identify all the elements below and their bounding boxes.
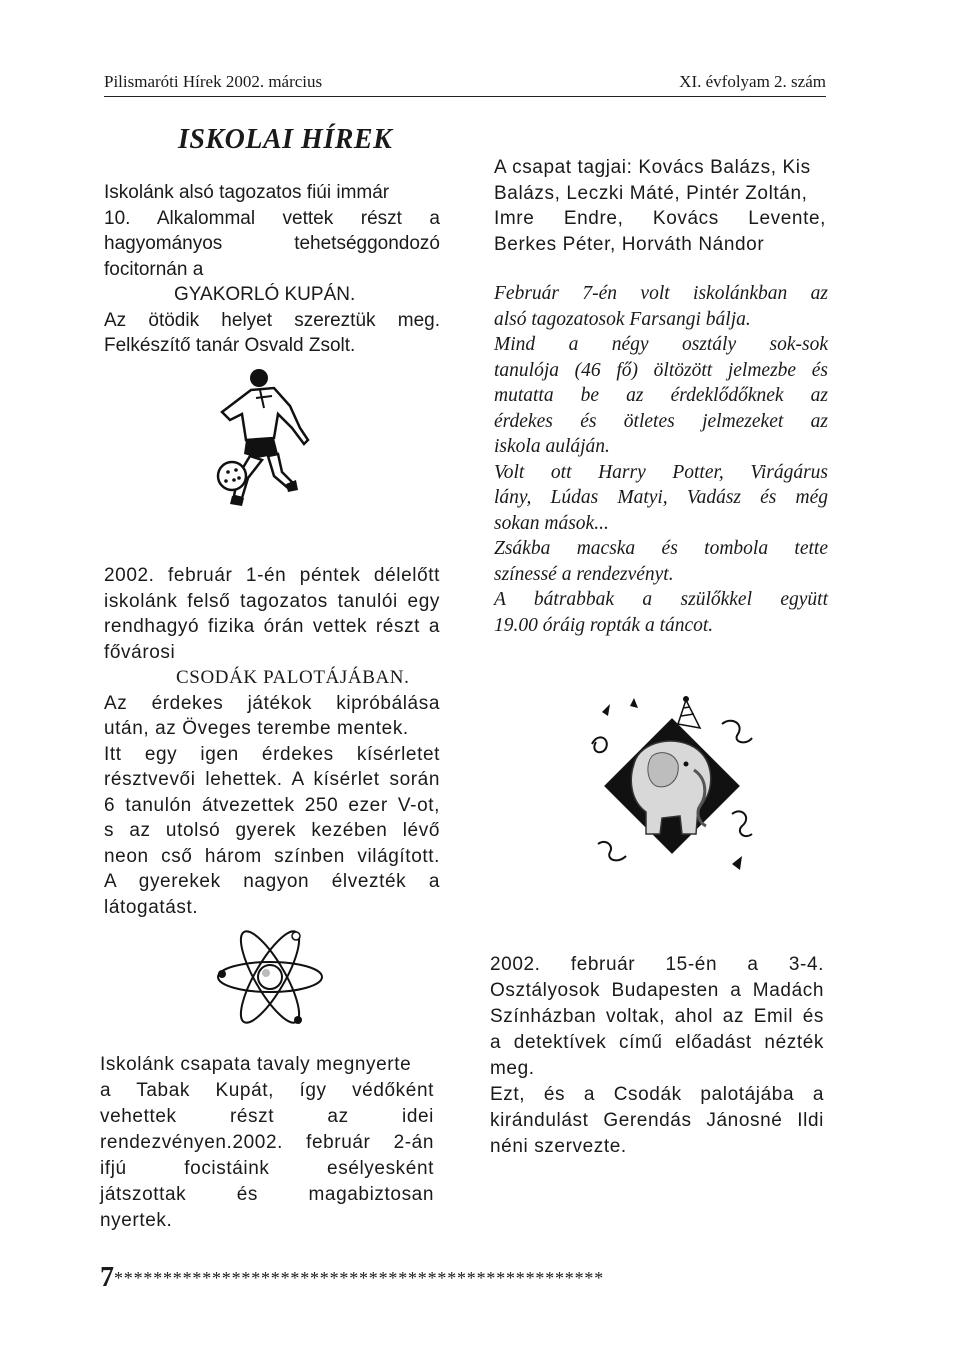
text-line: meg. [490,1058,535,1079]
text-line: Imre Endre, Kovács Levente, [494,208,826,229]
text-line: Felkészítő tanár Osvald Zsolt. [104,335,356,356]
section-title: ISKOLAI HÍREK [178,124,393,155]
text-line: sokan mások... [494,512,609,534]
page-number: 7 [100,1262,114,1293]
atom-icon [214,928,326,1026]
text-line: 2002. február 15-én a 3-4. [490,954,824,975]
text-line: CSODÁK PALOTÁJÁBAN. [176,667,410,688]
team-paragraph [494,155,826,257]
text-line: Ezt, és a Csodák palotájába a [490,1084,824,1105]
text-line: rendezvényen.2002. február 2-án [100,1132,434,1153]
text-line: Itt egy igen érdekes kísérletet [104,743,440,765]
text-line: után, az Öveges terembe mentek. [104,718,409,739]
text-line: Berkes Péter, Horváth Nándor [494,233,765,255]
text-line: Az érdekes játékok kipróbálása [104,692,440,714]
text-line: tanulója (46 fő) öltözött jelmezbe és [494,359,828,381]
text-line: neon cső három színben világított. [104,845,440,867]
text-line: focitornán a [104,258,204,280]
text-line: Iskolánk csapata tavaly megnyerte [100,1054,412,1075]
text-line: a Tabak Kupát, így védőként [100,1080,434,1101]
text-line: Iskolánk alsó tagozatos fiúi immár [104,182,390,203]
text-line: látogatást. [104,896,199,918]
text-line: alsó tagozatosok Farsangi bálja. [494,308,751,330]
text-line: Osztályosok Budapesten a Madách [490,980,824,1001]
physics-paragraph [104,563,440,920]
theatre-paragraph [490,952,824,1160]
text-line: s az utolsó gyerek kezében lévő [104,820,440,841]
cup-paragraph [104,180,440,359]
text-line: A gyerekek nagyon élvezték a [104,871,440,892]
text-line: néni szervezte. [490,1136,627,1157]
text-line: rendhagyó fizika órán vettek részt a [104,616,440,637]
text-line: 19.00 óráig ropták a táncot. [494,614,714,636]
carnival-paragraph [494,281,828,638]
text-line: GYAKORLÓ KUPÁN. [174,284,356,305]
text-line: Volt ott Harry Potter, Virágárus [494,461,828,483]
footer-stars: ************************************************** [114,1268,604,1288]
text-line: Február 7-én volt iskolánkban az [494,283,828,304]
tabak-paragraph [100,1052,434,1234]
text-line: nyertek. [100,1210,173,1231]
header-issue: XI. évfolyam 2. szám [679,72,826,91]
text-line: Balázs, Leczki Máté, Pintér Zoltán, [494,182,808,204]
text-line: vehettek részt az idei [100,1106,434,1127]
text-line: iskola auláján. [494,436,610,457]
text-line: érdekes és ötletes jelmezeket az [494,410,828,432]
text-line: Az ötödik helyet szereztük meg. [104,309,440,331]
header-publication: Pilismaróti Hírek 2002. március [104,72,323,91]
text-line: kirándulást Gerendás Jánosné Ildi [490,1110,824,1131]
text-line: A csapat tagjai: Kovács Balázs, Kis [494,157,811,178]
page-header [104,70,826,97]
text-line: 10. Alkalommal vettek részt a [104,207,440,229]
text-line: lány, Lúdas Matyi, Vadász és még [494,487,828,508]
text-line: fővárosi [104,641,176,663]
text-line: mutatta be az érdeklődőknek az [494,385,828,406]
text-line: Zsákba macska és tombola tette [494,538,828,559]
text-line: Színházban voltak, ahol az Emil és [490,1006,824,1027]
text-line: 6 tanulón átvezettek 250 ezer V-ot, [104,794,440,816]
text-line: ifjú focistáink esélyesként [100,1158,434,1179]
text-line: 2002. február 1-én péntek délelőtt [104,565,440,586]
text-line: a detektívek című előadást nézték [490,1032,824,1053]
party-elephant-icon [582,694,762,880]
text-line: hagyományos tehetséggondozó [104,233,440,254]
page-footer [100,1262,820,1294]
text-line: A bátrabbak a szülőkkel együtt [494,589,828,610]
text-line: iskolánk felső tagozatos tanulói egy [104,590,440,612]
text-line: színessé a rendezvényt. [494,563,674,585]
text-line: Mind a négy osztály sok-sok [494,334,828,355]
text-line: játszottak és magabiztosan [100,1184,434,1205]
soccer-player-icon [212,368,327,510]
text-line: résztvevői lehettek. A kísérlet során [104,769,440,790]
